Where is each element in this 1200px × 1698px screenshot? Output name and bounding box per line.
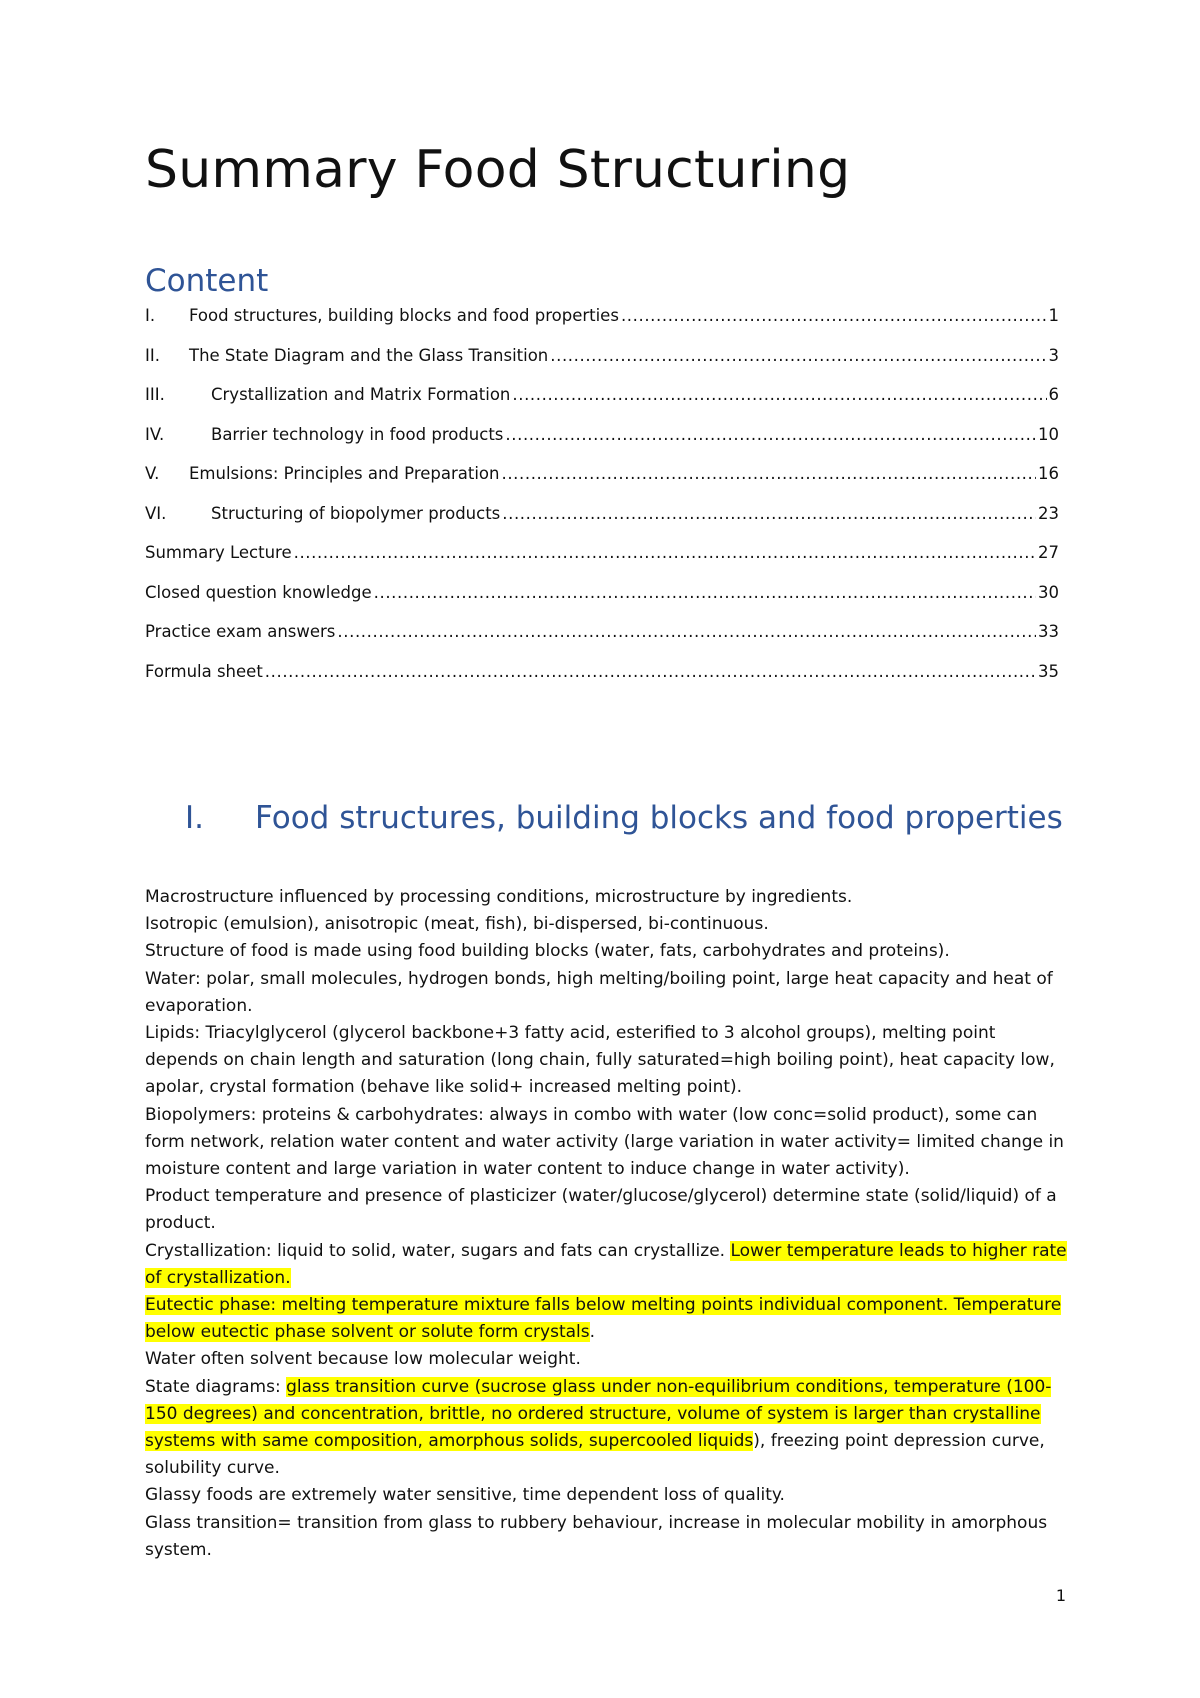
toc-dot-leader [294,543,1036,562]
toc-entry-page: 3 [1048,345,1059,365]
toc-entry[interactable] [145,622,1059,662]
toc-entry[interactable] [145,385,1059,425]
toc-entry[interactable] [145,662,1059,702]
body-paragraph [145,1183,1070,1237]
highlighted-text: Eutectic phase: melting temperature mixture falls below melting points individual component. Temperature below eutectic phase solvent or solute form crystals [145,1295,1062,1343]
paragraph-text: Lipids: Triacylglycerol (glycerol backbone+3 fatty acid, esterified to 3 alcohol groups), melting point depends on chain length and saturation (long chain, fully saturated=high boiling point), heat capacity low, apolar, crystal formation (behave like solid+ increased melting point). [145,1023,1055,1098]
paragraph-text: . [589,1322,596,1343]
toc-entry-page: 27 [1038,543,1059,562]
toc-entry-page: 33 [1038,622,1059,641]
body-paragraph [145,1346,1070,1373]
toc-entry-number: V. [145,464,160,483]
body-paragraph [145,938,1070,965]
toc-dot-leader [621,306,1047,325]
toc-dot-leader [512,385,1046,404]
section-title: Food structures, building blocks and food properties [255,800,1063,836]
section-heading [185,798,1065,839]
paragraph-text: Isotropic (emulsion), anisotropic (meat, fish), bi-dispersed, bi-continuous. [145,914,769,935]
paragraph-text: ), freezing point depression curve, solubility curve. [145,1431,1045,1479]
toc-entry-number: VI. [145,503,167,523]
toc-entry-page: 1 [1048,306,1059,325]
body-paragraph [145,1482,1070,1509]
toc-entry-number: II. [145,345,160,365]
document-title: Summary Food Structuring [145,140,851,200]
toc-entry-label: Structuring of biopolymer products [211,503,501,523]
toc-entry-label: Formula sheet [145,661,263,681]
paragraph-text: Biopolymers: proteins & carbohydrates: always in combo with water (low conc=solid product), some can form network, relation water content and water activity (large variation in water activity= limited change in moisture content and large variation in water content to induce change in water activity). [145,1104,1064,1180]
toc-entry-label: Summary Lecture [145,543,292,562]
page-number: 1 [1055,1586,1066,1605]
toc-entry[interactable] [145,543,1059,583]
body-paragraph [145,1020,1070,1102]
toc-entry-label: The State Diagram and the Glass Transition [189,345,549,365]
toc-entry[interactable] [145,464,1059,504]
paragraph-text: Glassy foods are extremely water sensitive, time dependent loss of quality. [145,1485,785,1506]
toc-entry-page: 10 [1038,424,1059,444]
toc-entry[interactable] [145,583,1059,623]
highlighted-text: Lower temperature leads to higher rate of crystallization. [145,1240,1067,1288]
body-paragraph [145,911,1070,938]
paragraph-text: Water often solvent because low molecular weight. [145,1349,581,1370]
paragraph-text: Macrostructure influenced by processing conditions, microstructure by ingredients. [145,887,853,907]
toc-entry-label: Crystallization and Matrix Formation [211,385,511,404]
paragraph-text: State diagrams: [145,1376,287,1397]
body-paragraph [145,966,1070,1020]
highlighted-text: glass transition curve (sucrose glass under non-equilibrium conditions, temperature (100-150 degrees) and concentration, brittle, no ordered structure, volume of system is larger than crystalline systems with same composition, amorphous solids, supercooled liquids [145,1376,1052,1452]
toc-entry[interactable] [145,306,1059,346]
toc-dot-leader [265,662,1036,681]
toc-dot-leader [337,622,1036,641]
body-paragraph [145,1292,1070,1346]
section-number: I. [185,800,204,836]
paragraph-text: Structure of food is made using food building blocks (water, fats, carbohydrates and proteins). [145,941,950,962]
toc-dot-leader [374,583,1036,602]
body-paragraph [145,1238,1070,1292]
toc-entry-label: Barrier technology in food products [211,424,504,444]
toc-entry-page: 35 [1038,661,1059,681]
toc-entry-label: Closed question knowledge [145,582,372,602]
section-body [145,884,1070,1564]
toc-dot-leader [505,425,1036,444]
toc-entry[interactable] [145,346,1059,386]
toc-entry[interactable] [145,504,1059,544]
toc-entry-label: Food structures, building blocks and food properties [189,306,619,325]
body-paragraph [145,1374,1070,1483]
body-paragraph [145,1102,1070,1184]
paragraph-text: Product temperature and presence of plasticizer (water/glucose/glycerol) determine state (solid/liquid) of a product. [145,1186,1057,1234]
toc-dot-leader [502,504,1036,523]
paragraph-text: Water: polar, small molecules, hydrogen bonds, high melting/boiling point, large heat capacity and heat of evaporation. [145,968,1053,1016]
toc-dot-leader [501,464,1036,483]
toc-entry-number: I. [145,306,156,325]
paragraph-text: Crystallization: liquid to solid, water, sugars and fats can crystallize. [145,1240,731,1261]
toc-entry-label: Emulsions: Principles and Preparation [189,464,500,483]
toc-entry-page: 16 [1038,464,1059,483]
table-of-contents [145,306,1059,701]
toc-entry[interactable] [145,425,1059,465]
toc-dot-leader [550,346,1046,365]
toc-heading: Content [145,263,269,299]
toc-entry-number: III. [145,385,165,404]
body-paragraph [145,1510,1070,1564]
toc-entry-page: 30 [1038,582,1059,602]
toc-entry-page: 6 [1048,385,1059,404]
toc-entry-page: 23 [1038,503,1059,523]
toc-entry-label: Practice exam answers [145,622,336,641]
toc-entry-number: IV. [145,424,165,444]
paragraph-text: Glass transition= transition from glass to rubbery behaviour, increase in molecular mobility in amorphous system. [145,1512,1048,1560]
body-paragraph [145,884,1070,911]
